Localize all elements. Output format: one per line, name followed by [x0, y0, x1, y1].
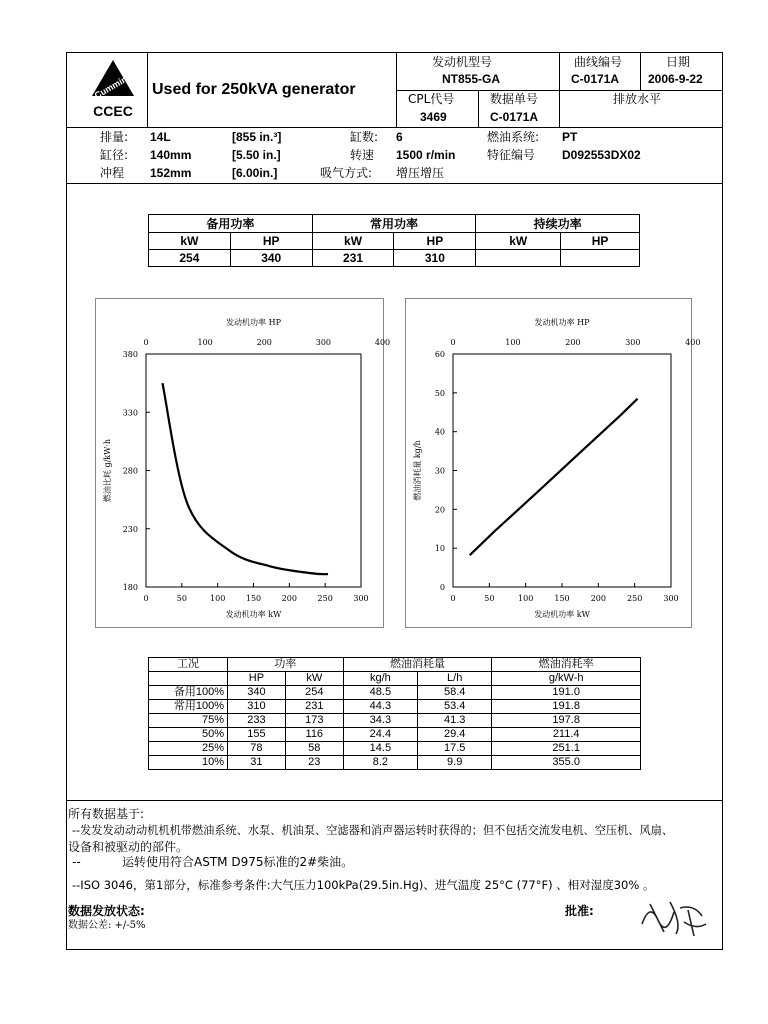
curve-no: C-0171A: [571, 72, 620, 86]
x-tick-label: 300: [663, 594, 679, 603]
value-cell: 48.5: [343, 686, 417, 700]
value-cell: 17.5: [418, 742, 492, 756]
displacement-label: 排量:: [100, 130, 129, 144]
y-tick-label: 380: [122, 350, 138, 359]
value-cell: 23: [285, 756, 343, 770]
data-sheet-value: C-0171A: [490, 110, 539, 124]
rate-header: 燃油消耗率: [492, 658, 641, 672]
top-tick-label: 100: [505, 338, 521, 347]
x-tick-label: 100: [518, 594, 534, 603]
notes-line1: --发发发动动动机机机带燃油系统、水泵、机油泵、空滤器和消声器运转时获得的；但不包括交流发电机、空压机、风扇、: [72, 824, 674, 837]
value-cell: 191.8: [492, 700, 641, 714]
continuous-power-header: 持续功率: [476, 215, 640, 233]
bore: 140mm: [150, 148, 192, 162]
value-cell: 251.1: [492, 742, 641, 756]
top-tick-label: 200: [565, 338, 581, 347]
x-tick-label: 50: [176, 594, 187, 603]
table-row: [149, 686, 641, 700]
table-row: [149, 714, 641, 728]
value-cell: 29.4: [418, 728, 492, 742]
y-tick-label: 60: [434, 350, 445, 359]
value-cell: 231: [285, 700, 343, 714]
specs-divider: [66, 183, 723, 184]
bore-label: 缸径:: [100, 148, 129, 162]
unit-cell: L/h: [418, 672, 492, 686]
value-cell: 24.4: [343, 728, 417, 742]
condition-cell: 10%: [149, 756, 228, 770]
y-tick-label: 50: [434, 388, 445, 398]
unit-cell: HP: [394, 233, 476, 250]
date-divider: [640, 52, 641, 90]
y-tick-label: 40: [434, 427, 445, 437]
notes-line3: 运转使用符合ASTM D975标准的2#柴油。: [122, 855, 354, 869]
condition-cell: 25%: [149, 742, 228, 756]
feature-no-label: 特征编号: [487, 148, 536, 162]
prime-power-header: 常用功率: [312, 215, 476, 233]
logo-divider: [147, 52, 148, 127]
value-cell: 34.3: [343, 714, 417, 728]
value-cell: [561, 250, 640, 267]
value-cell: 31: [228, 756, 286, 770]
condition-cell: 备用100%: [149, 686, 228, 700]
value-cell: 254: [285, 686, 343, 700]
top-tick-label: 300: [625, 338, 641, 347]
notes-line3-prefix: --: [72, 855, 81, 869]
cylinders-label: 缸数:: [350, 130, 379, 144]
date-label: 日期: [666, 55, 691, 69]
value-cell: [476, 250, 561, 267]
speed-label: 转速: [350, 148, 375, 162]
status-label: 数据发放状态:: [68, 904, 145, 918]
value-cell: 41.3: [418, 714, 492, 728]
displacement: 14L: [150, 130, 171, 144]
fuel-system-label: 燃油系统:: [487, 130, 540, 144]
x-tick-label: 0: [450, 594, 456, 603]
top-tick-label: 400: [374, 338, 391, 347]
value-cell: 355.0: [492, 756, 641, 770]
header-mid-line: [396, 90, 723, 91]
x-axis-label: 发动机功率 kW: [225, 610, 282, 619]
bsfc-chart: [95, 298, 391, 628]
chart-title: 发动机功率 HP: [534, 318, 590, 327]
y-tick-label: 10: [434, 544, 445, 554]
table-row: [149, 756, 641, 770]
value-cell: 340: [228, 686, 286, 700]
value-cell: 44.3: [343, 700, 417, 714]
notes-divider: [66, 800, 723, 801]
unit-cell: kW: [149, 233, 231, 250]
unit-cell: HP: [228, 672, 286, 686]
series-line: [162, 383, 328, 574]
value-cell: 173: [285, 714, 343, 728]
engine-model-label: 发动机型号: [432, 55, 493, 69]
y-tick-label: 30: [434, 466, 445, 476]
table-row: [149, 728, 641, 742]
cpl-divider: [478, 90, 479, 127]
value-cell: 14.5: [343, 742, 417, 756]
cpl-label: CPL代号: [408, 92, 455, 106]
bsfc-chart-svg: [96, 299, 391, 627]
value-cell: 155: [228, 728, 286, 742]
value-cell: 231: [312, 250, 394, 267]
performance-data-table: [148, 657, 641, 770]
top-tick-label: 300: [315, 338, 332, 347]
value-cell: 310: [394, 250, 476, 267]
value-cell: 78: [228, 742, 286, 756]
value-cell: 58: [285, 742, 343, 756]
blank-cell: [149, 672, 228, 686]
value-cell: 233: [228, 714, 286, 728]
condition-header: 工况: [149, 658, 228, 672]
cylinders: 6: [396, 130, 403, 144]
value-cell: 191.0: [492, 686, 641, 700]
value-cell: 9.9: [418, 756, 492, 770]
y-axis-label: 燃油消耗量 kg/h: [413, 440, 422, 501]
cpl-value: 3469: [420, 110, 447, 124]
y-tick-label: 230: [122, 524, 138, 534]
x-tick-label: 250: [317, 594, 333, 603]
x-tick-label: 50: [484, 594, 495, 603]
condition-cell: 50%: [149, 728, 228, 742]
curve-no-label: 曲线编号: [574, 55, 623, 69]
condition-cell: 常用100%: [149, 700, 228, 714]
value-cell: 8.2: [343, 756, 417, 770]
y-tick-label: 0: [439, 583, 445, 592]
unit-cell: kW: [312, 233, 394, 250]
header-divider: [66, 127, 723, 128]
unit-cell: HP: [230, 233, 312, 250]
tolerance: 数据公差: +/-5%: [68, 920, 146, 931]
notes-basis: 所有数据基于:: [68, 807, 145, 821]
x-tick-label: 200: [281, 594, 297, 603]
value-cell: 310: [228, 700, 286, 714]
feature-no: D092553DX02: [562, 148, 641, 162]
value-cell: 53.4: [418, 700, 492, 714]
emission-label: 排放水平: [613, 92, 662, 106]
unit-cell: kW: [285, 672, 343, 686]
power-header: 功率: [228, 658, 344, 672]
value-cell: 211.4: [492, 728, 641, 742]
engine-model: NT855-GA: [442, 72, 501, 86]
x-tick-label: 150: [554, 594, 570, 603]
unit-cell: kg/h: [343, 672, 417, 686]
y-tick-label: 330: [122, 408, 138, 418]
document-title: Used for 250kVA generator: [152, 81, 356, 98]
unit-cell: kW: [476, 233, 561, 250]
fuel-header: 燃油消耗量: [343, 658, 492, 672]
stroke-in: [6.00in.]: [232, 166, 278, 180]
condition-cell: 75%: [149, 714, 228, 728]
notes-line2: 设备和被驱动的部件。: [68, 840, 189, 854]
displacement-in: [855 in.³]: [232, 130, 282, 144]
aspiration: 增压增压: [396, 166, 445, 180]
y-tick-label: 280: [122, 466, 138, 476]
value-cell: 116: [285, 728, 343, 742]
unit-cell: HP: [561, 233, 640, 250]
x-axis-label: 发动机功率 kW: [534, 610, 590, 619]
value-cell: 254: [149, 250, 231, 267]
y-tick-label: 180: [122, 583, 138, 592]
aspiration-label: 吸气方式:: [320, 166, 373, 180]
table-row: [149, 742, 641, 756]
chart-title: 发动机功率 HP: [226, 318, 281, 327]
top-tick-label: 200: [256, 338, 272, 347]
bore-in: [5.50 in.]: [232, 148, 281, 162]
stroke: 152mm: [150, 166, 192, 180]
fuel-system: PT: [562, 130, 578, 144]
cummins-logo: [82, 56, 144, 122]
y-tick-label: 20: [434, 505, 445, 515]
top-tick-label: 0: [143, 338, 149, 347]
top-tick-label: 0: [450, 338, 456, 347]
power-rating-table: [148, 214, 640, 267]
series-line: [470, 399, 638, 555]
table-row: [149, 700, 641, 714]
notes-line4: --ISO 3046，第1部分，标准参考条件:大气压力100kPa(29.5in.Hg)、进气温度 25°C (77°F) 、相对湿度30% 。: [72, 878, 655, 892]
x-tick-label: 100: [210, 594, 226, 603]
stroke-label: 冲程: [100, 166, 125, 180]
logo-brand: Cummins: [92, 71, 134, 101]
data-sheet-label: 数据单号: [490, 92, 539, 106]
unit-cell: g/kW-h: [492, 672, 641, 686]
top-tick-label: 400: [685, 338, 701, 347]
x-tick-label: 300: [353, 594, 369, 603]
value-cell: 58.4: [418, 686, 492, 700]
value-cell: 197.8: [492, 714, 641, 728]
approve-label: 批准:: [565, 904, 594, 918]
date-value: 2006-9-22: [648, 72, 703, 86]
x-tick-label: 0: [143, 594, 149, 603]
value-cell: 340: [230, 250, 312, 267]
top-tick-label: 100: [197, 338, 213, 347]
fuel-consumption-chart-svg: [406, 299, 701, 627]
speed: 1500 r/min: [396, 148, 456, 162]
x-tick-label: 250: [627, 594, 643, 603]
x-tick-label: 150: [245, 594, 262, 603]
y-axis-label: 燃油比耗 g/kW·h: [103, 438, 112, 503]
standby-power-header: 备用功率: [149, 215, 313, 233]
logo-text: CCEC: [93, 103, 133, 119]
signature-image: [636, 894, 708, 940]
fuel-consumption-chart: [405, 298, 701, 628]
x-tick-label: 200: [590, 594, 606, 603]
